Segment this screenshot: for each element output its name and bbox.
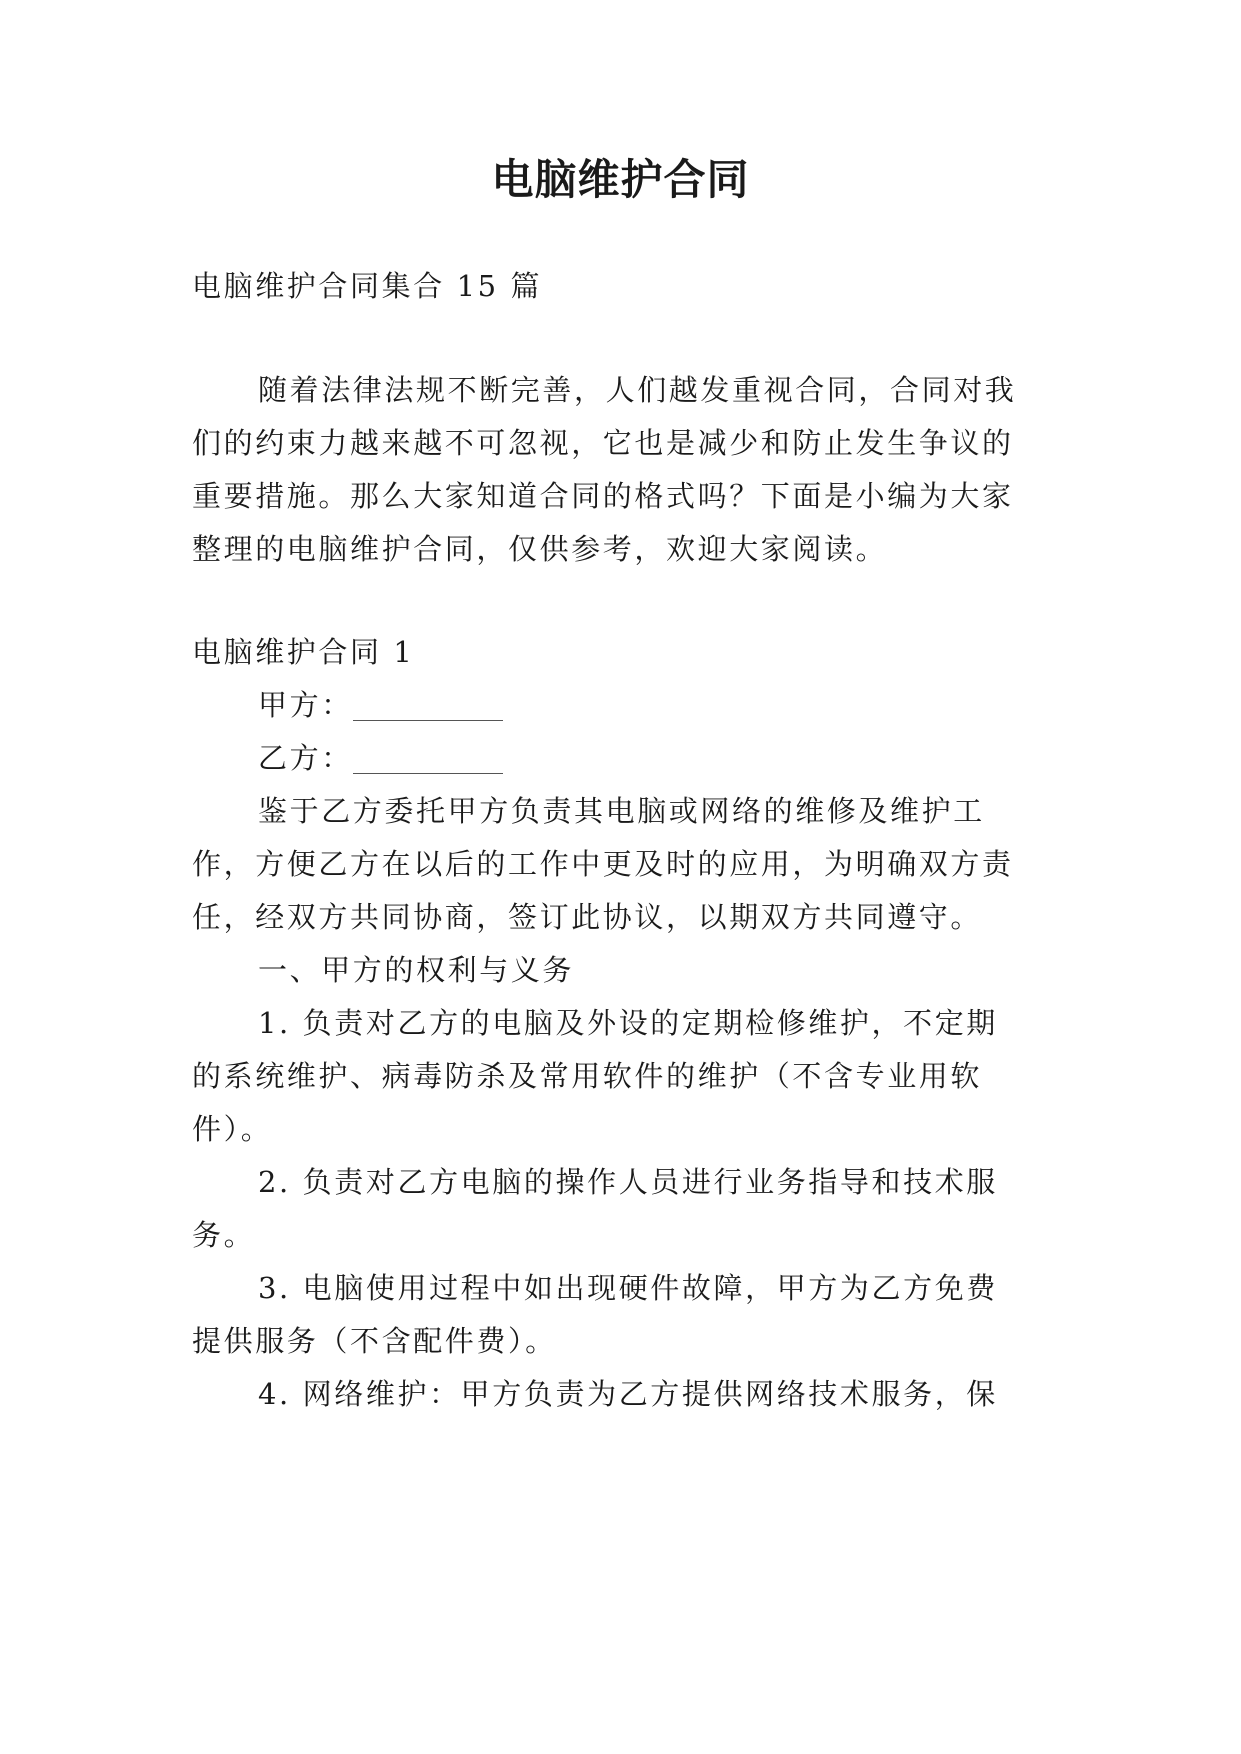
- item-1-line-2: 的系统维护、病毒防杀及常用软件的维护（不含专业用软: [192, 1059, 983, 1093]
- item-1-line-1: 1. 负责对乙方的电脑及外设的定期检修维护，不定期: [258, 1006, 998, 1040]
- intro-line-1: 随着法律法规不断完善，人们越发重视合同，合同对我: [258, 373, 1017, 407]
- collection-subtitle: 电脑维护合同集合 15 篇: [192, 269, 543, 303]
- party-b-line: [258, 738, 503, 778]
- item-2-line-1: 2. 负责对乙方电脑的操作人员进行业务指导和技术服: [258, 1165, 998, 1199]
- party-a-label: 甲方：: [258, 688, 353, 722]
- party-a-blank: [353, 692, 503, 721]
- clause-heading: 一、甲方的权利与义务: [258, 953, 575, 987]
- document-title: 电脑维护合同: [491, 155, 750, 204]
- section-heading: 电脑维护合同 1: [192, 635, 415, 669]
- item-2-line-2: 务。: [192, 1218, 256, 1252]
- item-3-line-1: 3. 电脑使用过程中如出现硬件故障，甲方为乙方免费: [258, 1271, 998, 1305]
- intro-line-4: 整理的电脑维护合同，仅供参考，欢迎大家阅读。: [192, 532, 888, 566]
- intro-line-2: 们的约束力越来越不可忽视，它也是减少和防止发生争议的: [192, 426, 1014, 460]
- party-a-line: [258, 685, 503, 725]
- preamble-line-3: 任，经双方共同协商，签订此协议，以期双方共同遵守。: [192, 900, 983, 934]
- item-3-line-2: 提供服务（不含配件费）。: [192, 1324, 557, 1358]
- preamble-line-1: 鉴于乙方委托甲方负责其电脑或网络的维修及维护工: [258, 794, 985, 828]
- item-4-line-1: 4. 网络维护：甲方负责为乙方提供网络技术服务，保: [258, 1377, 998, 1411]
- intro-line-3: 重要措施。那么大家知道合同的格式吗？下面是小编为大家: [192, 479, 1014, 513]
- party-b-label: 乙方：: [258, 741, 353, 775]
- item-1-line-3: 件）。: [192, 1112, 273, 1146]
- party-b-blank: [353, 745, 503, 774]
- preamble-line-2: 作，方便乙方在以后的工作中更及时的应用，为明确双方责: [192, 847, 1014, 881]
